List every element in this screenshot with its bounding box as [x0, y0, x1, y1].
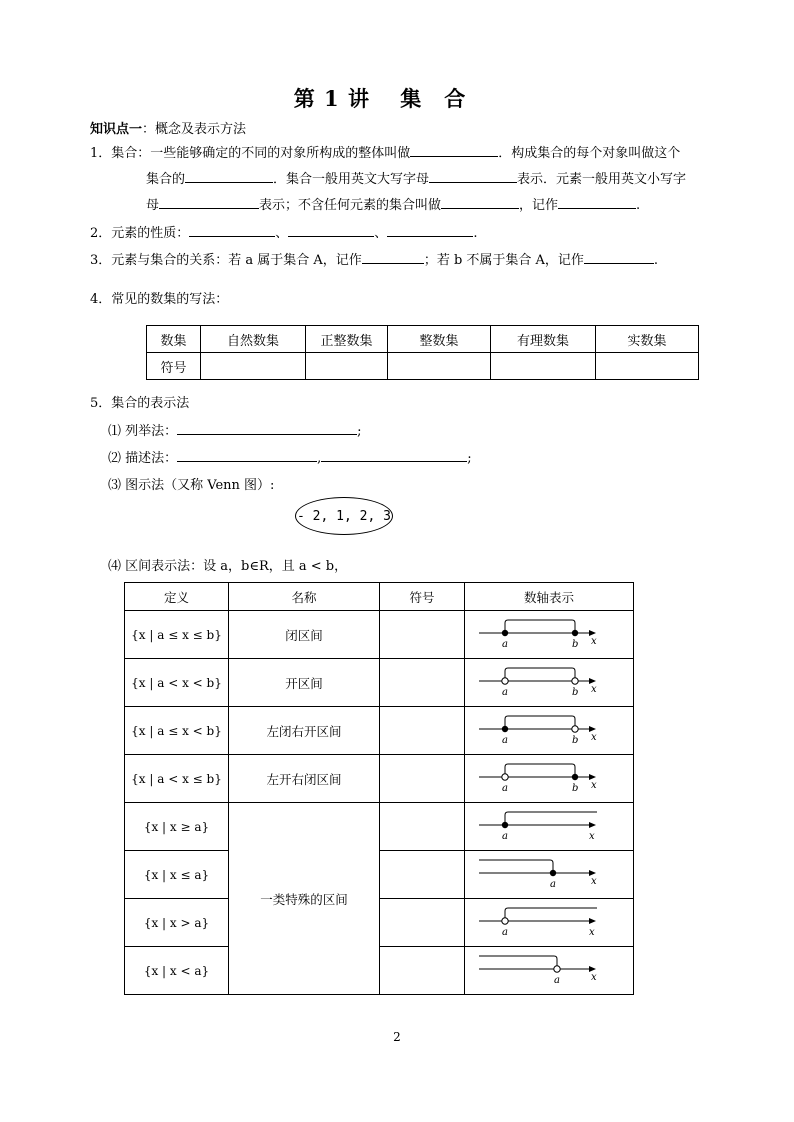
axis-label: a — [550, 879, 556, 890]
axis-label: b — [572, 639, 579, 650]
answer-cell[interactable] — [491, 353, 596, 380]
interval-definition: {x | a < x ≤ b} — [125, 755, 229, 803]
axis-label: x — [591, 684, 597, 695]
blank-field[interactable] — [429, 171, 517, 183]
answer-cell[interactable] — [388, 353, 491, 380]
number-line-cell — [465, 611, 634, 659]
blank-field[interactable] — [177, 423, 357, 435]
number-line — [465, 611, 633, 655]
number-sets-table — [146, 325, 699, 380]
method-1: ⑴ 列举法： ; — [108, 424, 362, 439]
axis-label: a — [502, 927, 508, 938]
table-header-cell: 名称 — [229, 583, 380, 611]
answer-cell[interactable] — [380, 611, 465, 659]
closed-endpoint — [502, 822, 508, 828]
number-line — [465, 899, 633, 943]
method-3: ⑶ 图示法（又称 Venn 图）: — [108, 478, 275, 493]
interval-table — [124, 582, 634, 995]
interval-definition: {x | a ≤ x < b} — [125, 707, 229, 755]
answer-cell[interactable] — [201, 353, 306, 380]
closed-endpoint — [572, 630, 578, 636]
table-header-cell: 有理数集 — [491, 326, 596, 353]
axis-label: x — [591, 636, 597, 647]
number-line — [465, 851, 633, 895]
axis-label: b — [572, 783, 579, 794]
answer-cell[interactable] — [380, 947, 465, 995]
closed-endpoint — [550, 870, 556, 876]
number-line-cell — [465, 659, 634, 707]
answer-cell[interactable] — [380, 851, 465, 899]
number-line — [465, 707, 633, 751]
table-header-cell: 实数集 — [596, 326, 699, 353]
table-header-cell: 符号 — [380, 583, 465, 611]
item-2: 2．元素的性质： 、 、 . — [90, 226, 478, 241]
table-header-cell: 自然数集 — [201, 326, 306, 353]
interval-name: 左闭右开区间 — [229, 707, 380, 755]
table-header-cell: 整数集 — [388, 326, 491, 353]
table-row-label: 符号 — [147, 353, 201, 380]
interval-name: 开区间 — [229, 659, 380, 707]
number-line — [465, 755, 633, 799]
axis-label: x — [591, 780, 597, 791]
axis-label: a — [502, 735, 508, 746]
answer-cell[interactable] — [306, 353, 388, 380]
axis-label: x — [589, 927, 595, 938]
number-line — [465, 803, 633, 847]
section-heading — [90, 118, 246, 137]
interval-definition: {x | x < a} — [125, 947, 229, 995]
axis-label: a — [502, 687, 508, 698]
blank-field[interactable] — [288, 225, 374, 237]
interval-name: 一类特殊的区间 — [229, 803, 380, 995]
interval-definition: {x | x ≥ a} — [125, 803, 229, 851]
number-line-cell — [465, 755, 634, 803]
blank-field[interactable] — [177, 450, 317, 462]
open-endpoint — [572, 726, 578, 732]
blank-field[interactable] — [558, 197, 636, 209]
axis-label: a — [502, 783, 508, 794]
blank-field[interactable] — [387, 225, 473, 237]
interval-name: 闭区间 — [229, 611, 380, 659]
item-4: 4．常见的数集的写法： — [90, 292, 229, 307]
axis-label: b — [572, 735, 579, 746]
open-endpoint — [554, 966, 560, 972]
answer-cell[interactable] — [596, 353, 699, 380]
blank-field[interactable] — [362, 252, 424, 264]
page-number: 2 — [393, 1030, 401, 1044]
method-2: ⑵ 描述法： , ; — [108, 451, 472, 466]
blank-field[interactable] — [584, 252, 654, 264]
open-endpoint — [502, 678, 508, 684]
table-header-cell: 数集 — [147, 326, 201, 353]
interval-name: 左开右闭区间 — [229, 755, 380, 803]
number-line-cell — [465, 851, 634, 899]
number-line — [465, 659, 633, 703]
axis-label: a — [554, 975, 560, 986]
item-1-line-1: 1．集合：一些能够确定的不同的对象所构成的整体叫做 ．构成集合的每个对象叫做这个 — [90, 146, 681, 161]
answer-cell[interactable] — [380, 899, 465, 947]
number-line-cell — [465, 947, 634, 995]
table-header-cell: 正整数集 — [306, 326, 388, 353]
venn-elements: - 2, 1, 2, 3 — [297, 508, 391, 524]
page-title: 第 1 讲 集 合 — [293, 86, 467, 111]
closed-endpoint — [502, 726, 508, 732]
axis-label: a — [502, 639, 508, 650]
blank-field[interactable] — [189, 225, 275, 237]
number-line-cell — [465, 803, 634, 851]
blank-field[interactable] — [321, 450, 467, 462]
section-title: ：概念及表示方法 — [142, 122, 247, 137]
blank-field[interactable] — [159, 197, 259, 209]
table-header-cell: 数轴表示 — [465, 583, 634, 611]
answer-cell[interactable] — [380, 803, 465, 851]
item-1-line-2: 集合的 ．集合一般用英文大写字母 表示．元素一般用英文小写字 — [146, 172, 687, 187]
item-1-line-3: 母 表示；不含任何元素的集合叫做 ，记作 . — [146, 198, 641, 213]
section-label: 知识点一 — [90, 122, 143, 137]
axis-label: b — [572, 687, 579, 698]
axis-label: a — [502, 831, 508, 842]
number-line-cell — [465, 899, 634, 947]
answer-cell[interactable] — [380, 755, 465, 803]
item-3: 3．元素与集合的关系：若 a 属于集合 A，记作 ；若 b 不属于集合 A，记作 . — [90, 253, 659, 268]
table-header-cell: 定义 — [125, 583, 229, 611]
answer-cell[interactable] — [380, 659, 465, 707]
number-line — [465, 947, 633, 991]
blank-field[interactable] — [410, 145, 498, 157]
interval-definition: {x | a < x < b} — [125, 659, 229, 707]
axis-label: x — [591, 876, 597, 887]
answer-cell[interactable] — [380, 707, 465, 755]
number-line-cell — [465, 707, 634, 755]
open-endpoint — [502, 774, 508, 780]
venn-diagram — [295, 497, 393, 535]
interval-definition: {x | a ≤ x ≤ b} — [125, 611, 229, 659]
closed-endpoint — [572, 774, 578, 780]
interval-definition: {x | x ≤ a} — [125, 851, 229, 899]
blank-field[interactable] — [185, 171, 273, 183]
axis-label: x — [591, 732, 597, 743]
open-endpoint — [572, 678, 578, 684]
method-4: ⑷ 区间表示法：设 a，b∈R，且 a < b， — [108, 559, 348, 574]
open-endpoint — [502, 918, 508, 924]
axis-label: x — [591, 972, 597, 983]
axis-label: x — [589, 831, 595, 842]
interval-definition: {x | x > a} — [125, 899, 229, 947]
closed-endpoint — [502, 630, 508, 636]
item-5: 5．集合的表示法 — [90, 396, 190, 411]
blank-field[interactable] — [441, 197, 519, 209]
